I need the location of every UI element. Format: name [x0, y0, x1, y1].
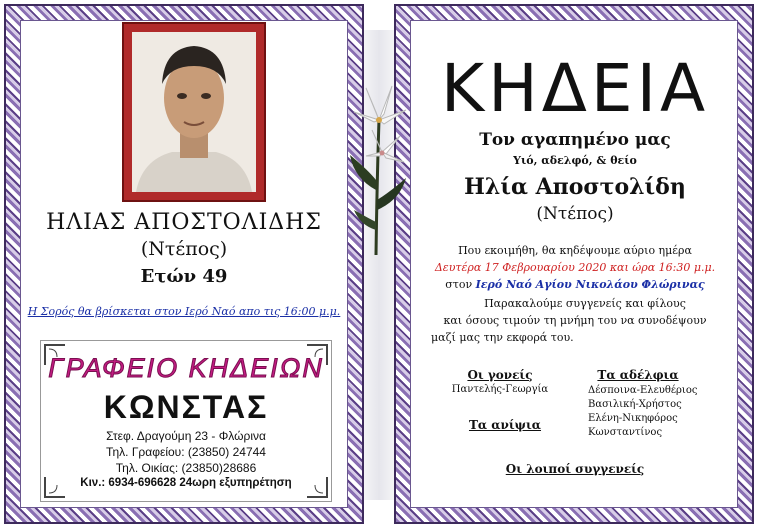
deceased-name: ΗΛΙΑΣ ΑΠΟΣΤΟΛΙΔΗΣ: [46, 210, 322, 235]
sibling-item: Κωνσταντίνος: [588, 427, 663, 438]
office-address: Στεφ. Δραγούμη 23 - Φλώρινα: [106, 429, 266, 443]
mobile-phone: Κιν.: 6934-696628 24ωρη εξυπηρέτηση: [80, 477, 292, 489]
siblings-title: Τα αδέλφια: [597, 368, 679, 382]
announcement-line: Που εκοιμήθη, θα κηδέψουμε αύριο ημέρα: [458, 244, 692, 257]
invitation-line-3: μαζί μας την εκφορά του.: [431, 331, 574, 344]
sibling-item: Ελένη-Νικηφόρος: [588, 413, 678, 424]
nephews-title: Τα ανίψια: [468, 418, 542, 432]
relation-label: Υιό, αδελφό, & θείο: [513, 154, 637, 167]
funeral-heading: ΚΗΔΕΙΑ: [440, 50, 710, 127]
church-prefix: στον: [445, 278, 473, 291]
lily-flower-image: [346, 60, 416, 260]
deceased-fullname: Ηλία Αποστολίδη: [464, 174, 686, 200]
portrait-photo: [132, 32, 256, 192]
portrait-frame: [122, 22, 266, 202]
office-phone: Τηλ. Γραφείου: (23850) 24744: [106, 445, 266, 459]
deceased-nickname-right: (Ντέπος): [536, 204, 614, 224]
parents-names: Παντελής-Γεωργία: [451, 384, 549, 395]
church-name: Ιερό Ναό Αγίου Νικολάου Φλώρινας: [475, 278, 705, 291]
office-name: ΚΩΝΣΤΑΣ: [103, 389, 269, 425]
siblings-list: [588, 384, 738, 440]
deceased-nickname: (Ντέπος): [140, 238, 228, 260]
deceased-age: Ετών 49: [140, 266, 228, 287]
parents-title: Οι γονείς: [467, 368, 533, 382]
sibling-item: Βασιλική-Χρήστος: [588, 399, 682, 410]
funeral-date: Δευτέρα 17 Φεβρουαρίου 2020 και ώρα 16:30 μ.μ.: [434, 261, 716, 274]
beloved-label: Τον αγαπημένο μας: [479, 130, 671, 150]
invitation-line-1: Παρακαλούμε συγγενείς και φίλους: [484, 297, 686, 310]
church-line: [410, 278, 740, 291]
portrait-image: [132, 32, 256, 192]
invitation-line-2: και όσους τιμούν τη μνήμη του να συνοδέψουν: [443, 314, 707, 327]
office-title: ΓΡΑΦΕΙΟ ΚΗΔΕΙΩΝ: [48, 353, 324, 383]
funeral-office-ad: [40, 340, 332, 502]
sibling-item: Δέσποινα-Ελευθέριος: [588, 385, 698, 396]
relatives-title: Οι λοιποί συγγενείς: [505, 462, 645, 476]
home-phone: Τηλ. Οικίας: (23850)28686: [115, 461, 257, 475]
coffin-note: Η Σορός θα βρίσκεται στον Ιερό Ναό απο τις 16:00 μ.μ.: [27, 305, 341, 318]
